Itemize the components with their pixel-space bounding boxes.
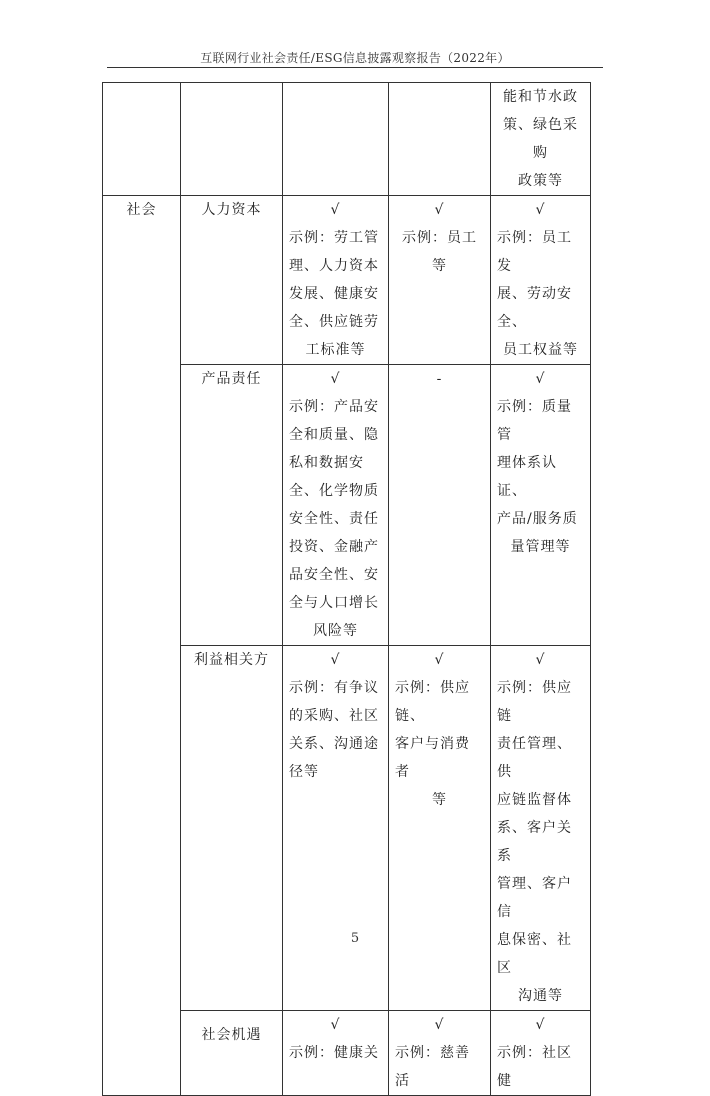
cell-line: 理、人力资本 <box>289 258 379 274</box>
check-mark: √ <box>434 1017 445 1033</box>
table-row <box>103 196 591 365</box>
cell-line: 全、供应链劳 <box>289 314 379 330</box>
cell-line: 示例：产品安 <box>289 399 379 415</box>
cell-line: 系、客户关系 <box>497 820 572 864</box>
check-mark: √ <box>535 1017 546 1033</box>
cell-line: 客户与消费者 <box>395 736 470 780</box>
table-cell <box>491 196 591 365</box>
cell-line: 私和数据安 <box>289 455 364 471</box>
cell-line: 责任管理、供 <box>497 736 572 780</box>
cell-line: 的采购、社区 <box>289 708 379 724</box>
cell-line: 安全性、责任 <box>289 511 379 527</box>
cell-line: 示例：员工发 <box>497 230 572 274</box>
cell-line: 示例：有争议 <box>289 680 379 696</box>
check-mark: √ <box>330 1017 341 1033</box>
cell-line: 示例：健康关 <box>289 1045 379 1061</box>
check-mark: √ <box>535 202 546 218</box>
cell-line: 全与人口增长 <box>289 595 379 611</box>
dash-mark: - <box>436 371 443 387</box>
table-row <box>103 83 591 196</box>
cell-line: 产品/服务质 <box>497 511 578 527</box>
check-mark: √ <box>330 371 341 387</box>
cell-line: 品安全性、安 <box>289 567 379 583</box>
table-cell <box>283 1011 389 1096</box>
table-cell <box>283 646 389 1011</box>
cell-line: 投资、金融产 <box>289 539 379 555</box>
table-cell <box>491 365 591 646</box>
cell-line: 发展、健康安 <box>289 286 379 302</box>
check-mark: √ <box>434 652 445 668</box>
table-cell <box>491 646 591 1011</box>
check-mark: √ <box>535 371 546 387</box>
cell-line: 能和节水政 <box>503 89 578 105</box>
check-mark: √ <box>535 652 546 668</box>
cell-line: 示例：社区健 <box>497 1045 572 1089</box>
check-mark: √ <box>434 202 445 218</box>
cell-line: 关系、沟通途 <box>289 736 379 752</box>
cell-line: 沟通等 <box>518 988 563 1004</box>
cell-line: 理体系认证、 <box>497 455 557 499</box>
table-cell <box>491 1011 591 1096</box>
topic-cell: 产品责任 <box>181 365 283 646</box>
table-cell <box>389 646 491 1011</box>
page-number: 5 <box>350 931 360 946</box>
cell-line: 策、绿色采购 <box>503 117 578 161</box>
topic-cell: 社会机遇 <box>181 1011 283 1096</box>
cell-line: 展、劳动安全、 <box>497 286 572 330</box>
table-cell <box>389 365 491 646</box>
cell-line: 示例：供应链 <box>497 680 572 724</box>
cell-line: 员工权益等 <box>503 342 578 358</box>
cell-line: 等 <box>432 792 447 808</box>
topic-cell: 人力资本 <box>181 196 283 365</box>
check-mark: √ <box>330 652 341 668</box>
cell-line: 息保密、社区 <box>497 932 572 976</box>
cell-line: 全、化学物质 <box>289 483 379 499</box>
topic-cell: 利益相关方 <box>181 646 283 1011</box>
cell-line: 示例：供应链、 <box>395 680 470 724</box>
table-cell <box>389 1011 491 1096</box>
table-cell <box>283 196 389 365</box>
table-cell <box>103 83 181 196</box>
table-cell <box>491 83 591 196</box>
table-cell <box>181 83 283 196</box>
table-cell <box>389 83 491 196</box>
header-divider <box>107 67 603 68</box>
cell-line: 径等 <box>289 764 319 780</box>
cell-line: 量管理等 <box>510 539 571 555</box>
table-cell <box>389 196 491 365</box>
cell-line: 等 <box>432 258 447 274</box>
cell-line: 政策等 <box>518 173 563 189</box>
check-mark: √ <box>330 202 341 218</box>
cell-line: 示例：慈善活 <box>395 1045 470 1089</box>
cell-line: 全和质量、隐 <box>289 427 379 443</box>
cell-line: 风险等 <box>313 623 358 639</box>
cell-line: 应链监督体 <box>497 792 572 808</box>
cell-line: 管理、客户信 <box>497 876 572 920</box>
cell-line: 示例：质量管 <box>497 399 572 443</box>
table-cell <box>283 365 389 646</box>
cell-line: 工标准等 <box>305 342 366 358</box>
page-header: 互联网行业社会责任/ESG信息披露观察报告（2022年） <box>200 51 510 65</box>
table-cell <box>283 83 389 196</box>
category-cell: 社会 <box>103 196 181 1096</box>
cell-line: 示例：员工 <box>402 230 477 246</box>
cell-line: 示例：劳工管 <box>289 230 379 246</box>
